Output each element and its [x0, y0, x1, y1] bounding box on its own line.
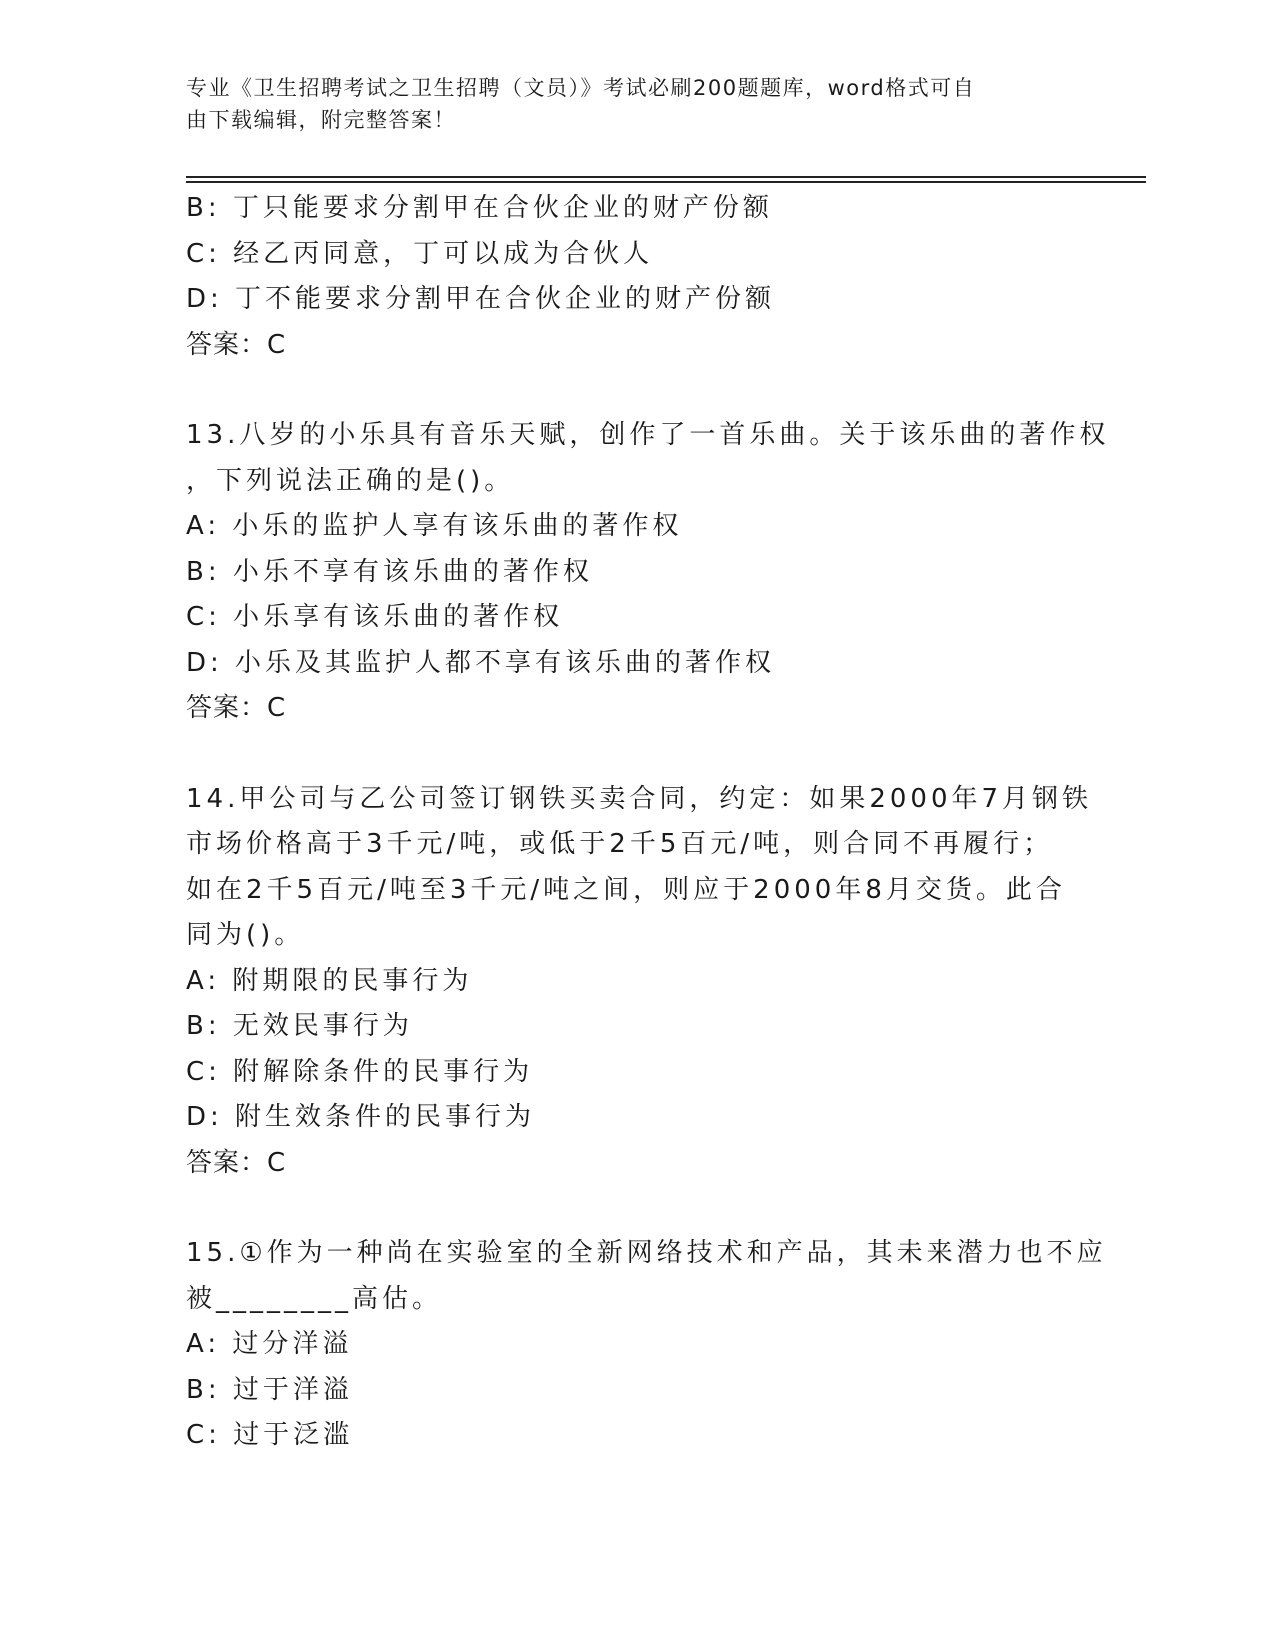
answer-line: 答案：C [186, 693, 287, 723]
question-15 [186, 1231, 1107, 1459]
option-c: C: 附解除条件的民事行为 [186, 1056, 534, 1087]
answer-line: 答案：C [186, 1147, 287, 1178]
spacer [186, 1186, 1086, 1231]
header-divider-bottom [186, 181, 1146, 183]
header-divider-top [186, 176, 1146, 178]
question-stem: 13.八岁的小乐具有音乐天赋，创作了一首乐曲。关于该乐曲的著作权 [186, 420, 1110, 450]
question-stem: 14.甲公司与乙公司签订钢铁买卖合同，约定：如果2000年7月钢铁 [186, 783, 1093, 814]
option-c: C: 经乙丙同意，丁可以成为合伙人 [186, 238, 654, 269]
option-b: B: 丁只能要求分割甲在合伙企业的财产份额 [186, 193, 773, 223]
question-stem: 15.①作为一种尚在实验室的全新网络技术和产品，其未来潜力也不应 [186, 1238, 1107, 1268]
spacer [186, 732, 1086, 777]
option-b: B: 过于洋溢 [186, 1374, 353, 1405]
question-stem: 同为()。 [186, 920, 305, 950]
option-d: D: 丁不能要求分割甲在合伙企业的财产份额 [186, 284, 776, 314]
document-header [186, 72, 1066, 136]
question-14 [186, 777, 1093, 1187]
question-12-tail [186, 186, 1086, 368]
option-d: D: 附生效条件的民事行为 [186, 1102, 536, 1132]
option-a: A: 小乐的监护人享有该乐曲的著作权 [186, 511, 683, 541]
question-stem: ，下列说法正确的是()。 [186, 465, 515, 496]
question-content [186, 186, 1110, 1459]
question-stem: 如在2千5百元/吨至3千元/吨之间，则应于2000年8月交货。此合 [186, 874, 1066, 905]
question-stem: 市场价格高于3千元/吨，或低于2千5百元/吨，则合同不再履行； [186, 829, 1054, 859]
option-b: B: 无效民事行为 [186, 1011, 413, 1041]
option-a: A: 附期限的民事行为 [186, 965, 473, 996]
option-c: C: 过于泛滥 [186, 1420, 354, 1450]
option-a: A: 过分洋溢 [186, 1329, 353, 1359]
question-stem: 被________高估。 [186, 1283, 443, 1314]
spacer [186, 368, 1086, 413]
option-d: D: 小乐及其监护人都不享有该乐曲的著作权 [186, 647, 776, 678]
answer-line: 答案：C [186, 329, 287, 360]
option-b: B: 小乐不享有该乐曲的著作权 [186, 556, 593, 587]
header-line-2: 由下载编辑，附完整答案！ [186, 108, 456, 132]
question-13 [186, 413, 1110, 732]
header-line-1: 专业《卫生招聘考试之卫生招聘（文员）》考试必刷200题题库，word格式可自 [186, 76, 976, 100]
option-c: C: 小乐享有该乐曲的著作权 [186, 602, 564, 632]
